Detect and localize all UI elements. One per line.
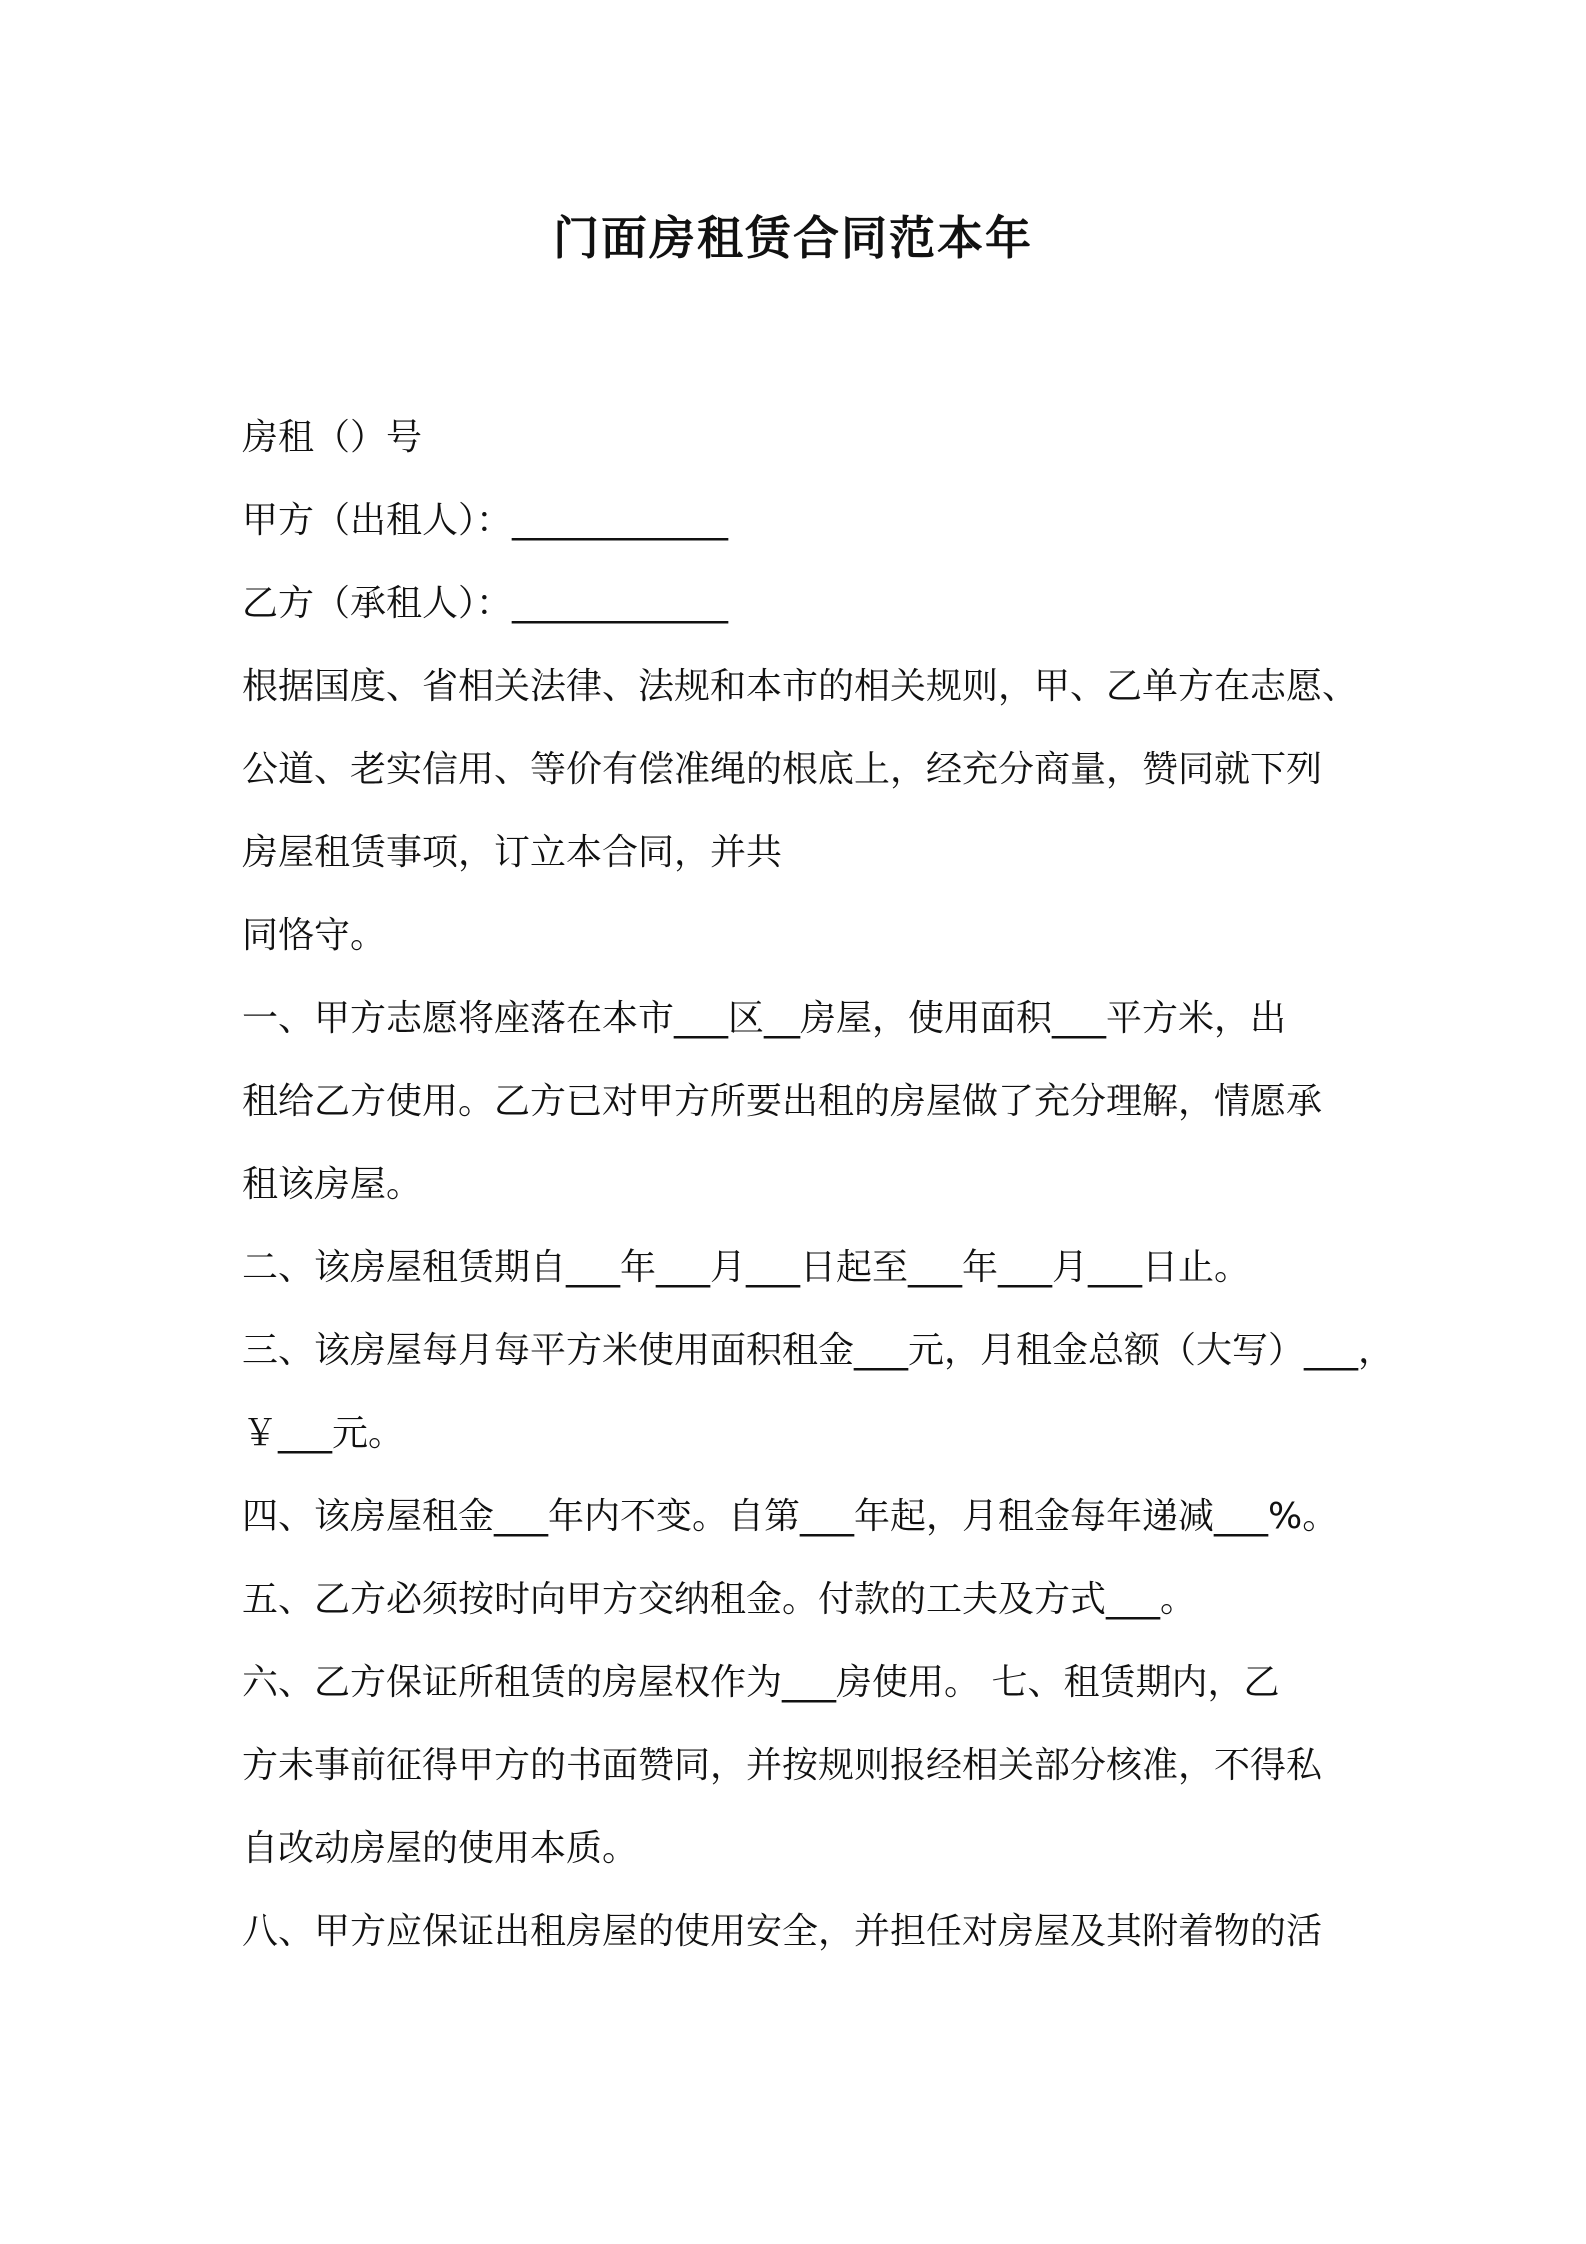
clause-1-line: 租给乙方使用。乙方已对甲方所要出租的房屋做了充分理解，情愿承: [242, 1081, 1323, 1122]
clause-7-line: 自改动房屋的使用本质。: [242, 1828, 639, 1869]
clause-1-line: 租该房屋。: [242, 1164, 423, 1205]
body-line: 公道、老实信用、等价有偿准绳的根底上，经充分商量，赞同就下列: [242, 749, 1323, 790]
document-title: 门面房租赁合同范本年: [553, 211, 1033, 265]
clause-4-line: 四、该房屋租金___年内不变。自第___年起，月租金每年递减___%。: [242, 1496, 1339, 1537]
clause-7-line: 方未事前征得甲方的书面赞同，并按规则报经相关部分核准，不得私: [242, 1745, 1323, 1786]
clause-2-line: 二、该房屋租赁期自___年___月___日起至___年___月___日止。: [242, 1247, 1251, 1288]
contract-number-line: 房租（）号: [242, 417, 423, 458]
body-line: 根据国度、省相关法律、法规和本市的相关规则，甲、乙单方在志愿、: [242, 666, 1359, 707]
clause-3-line: 三、该房屋每月每平方米使用面积租金___元，月租金总额（大写）___，: [242, 1330, 1395, 1371]
clause-5-line: 五、乙方必须按时向甲方交纳租金。付款的工夫及方式___。: [242, 1579, 1197, 1620]
body-line: 同恪守。: [242, 915, 387, 956]
body-line: 房屋租赁事项，订立本合同，并共: [242, 832, 783, 873]
clause-3-line: ￥___元。: [242, 1413, 405, 1454]
party-a-line: 甲方（出租人）：____________: [242, 500, 729, 541]
clause-1-line: 一、甲方志愿将座落在本市___区__房屋，使用面积___平方米，出: [242, 998, 1287, 1039]
clause-6-7-line: 六、乙方保证所租赁的房屋权作为___房使用。 七、租赁期内，乙: [242, 1662, 1280, 1703]
clause-8-line: 八、甲方应保证出租房屋的使用安全，并担任对房屋及其附着物的活: [242, 1911, 1323, 1952]
party-b-line: 乙方（承租人）：____________: [242, 583, 729, 624]
